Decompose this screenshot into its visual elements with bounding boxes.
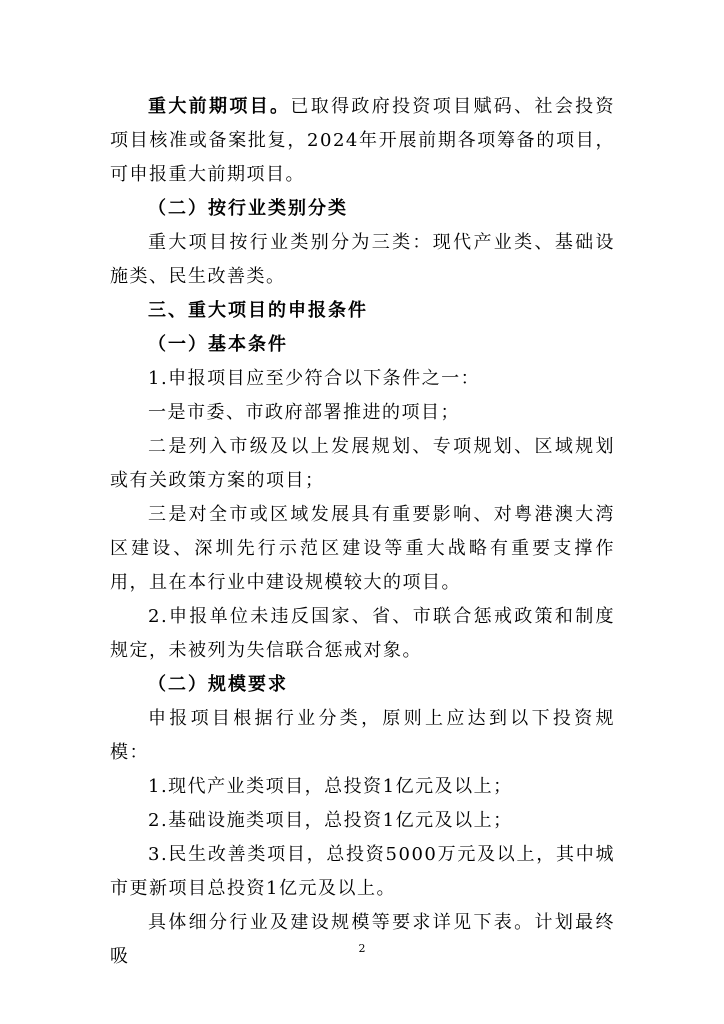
heading-section-3: 三、重大项目的申报条件	[148, 300, 368, 321]
heading-scale-requirements: （二）规模要求	[148, 674, 288, 695]
paragraph-industry-categories: 重大项目按行业类别分为三类：现代产业类、基础设施类、民生改善类。	[110, 232, 615, 287]
paragraph-condition-1a: 一是市委、市政府部署推进的项目；	[148, 402, 460, 423]
paragraph-scale-1: 1.现代产业类项目，总投资1亿元及以上；	[148, 776, 513, 797]
paragraph-condition-1b: 二是列入市级及以上发展规划、专项规划、区域规划或有关政策方案的项目；	[110, 436, 615, 491]
document-body	[110, 90, 615, 974]
paragraph-scale-2: 2.基础设施类项目，总投资1亿元及以上；	[148, 810, 513, 831]
heading-basic-conditions: （一）基本条件	[148, 334, 288, 355]
paragraph-scale-3: 3.民生改善类项目，总投资5000万元及以上，其中城市更新项目总投资1亿元及以上。	[110, 844, 615, 899]
paragraph-condition-1: 1.申报项目应至少符合以下条件之一：	[148, 368, 481, 389]
page-number: 2	[358, 942, 366, 955]
paragraph-scale-intro: 申报项目根据行业分类，原则上应达到以下投资规模：	[110, 708, 615, 763]
paragraph-details: 具体细分行业及建设规模等要求详见下表。计划最终吸	[110, 912, 615, 967]
paragraph-condition-1c: 三是对全市或区域发展具有重要影响、对粤港澳大湾区建设、深圳先行示范区建设等重大战略有重要支撑作用，且在本行业中建设规模较大的项目。	[110, 504, 615, 593]
paragraph-condition-2: 2.申报单位未违反国家、省、市联合惩戒政策和制度规定，未被列为失信联合惩戒对象。	[110, 606, 615, 661]
paragraph-major-preliminary	[110, 90, 615, 192]
paragraph-lead-bold: 重大前期项目。	[148, 96, 291, 117]
heading-industry-classification: （二）按行业类别分类	[148, 198, 348, 219]
paragraph-text: 已取得政府投资项目赋码、社会投资项目核准或备案批复，2024年开展前期各项筹备的项目，可申报重大前期项目。	[110, 96, 616, 185]
